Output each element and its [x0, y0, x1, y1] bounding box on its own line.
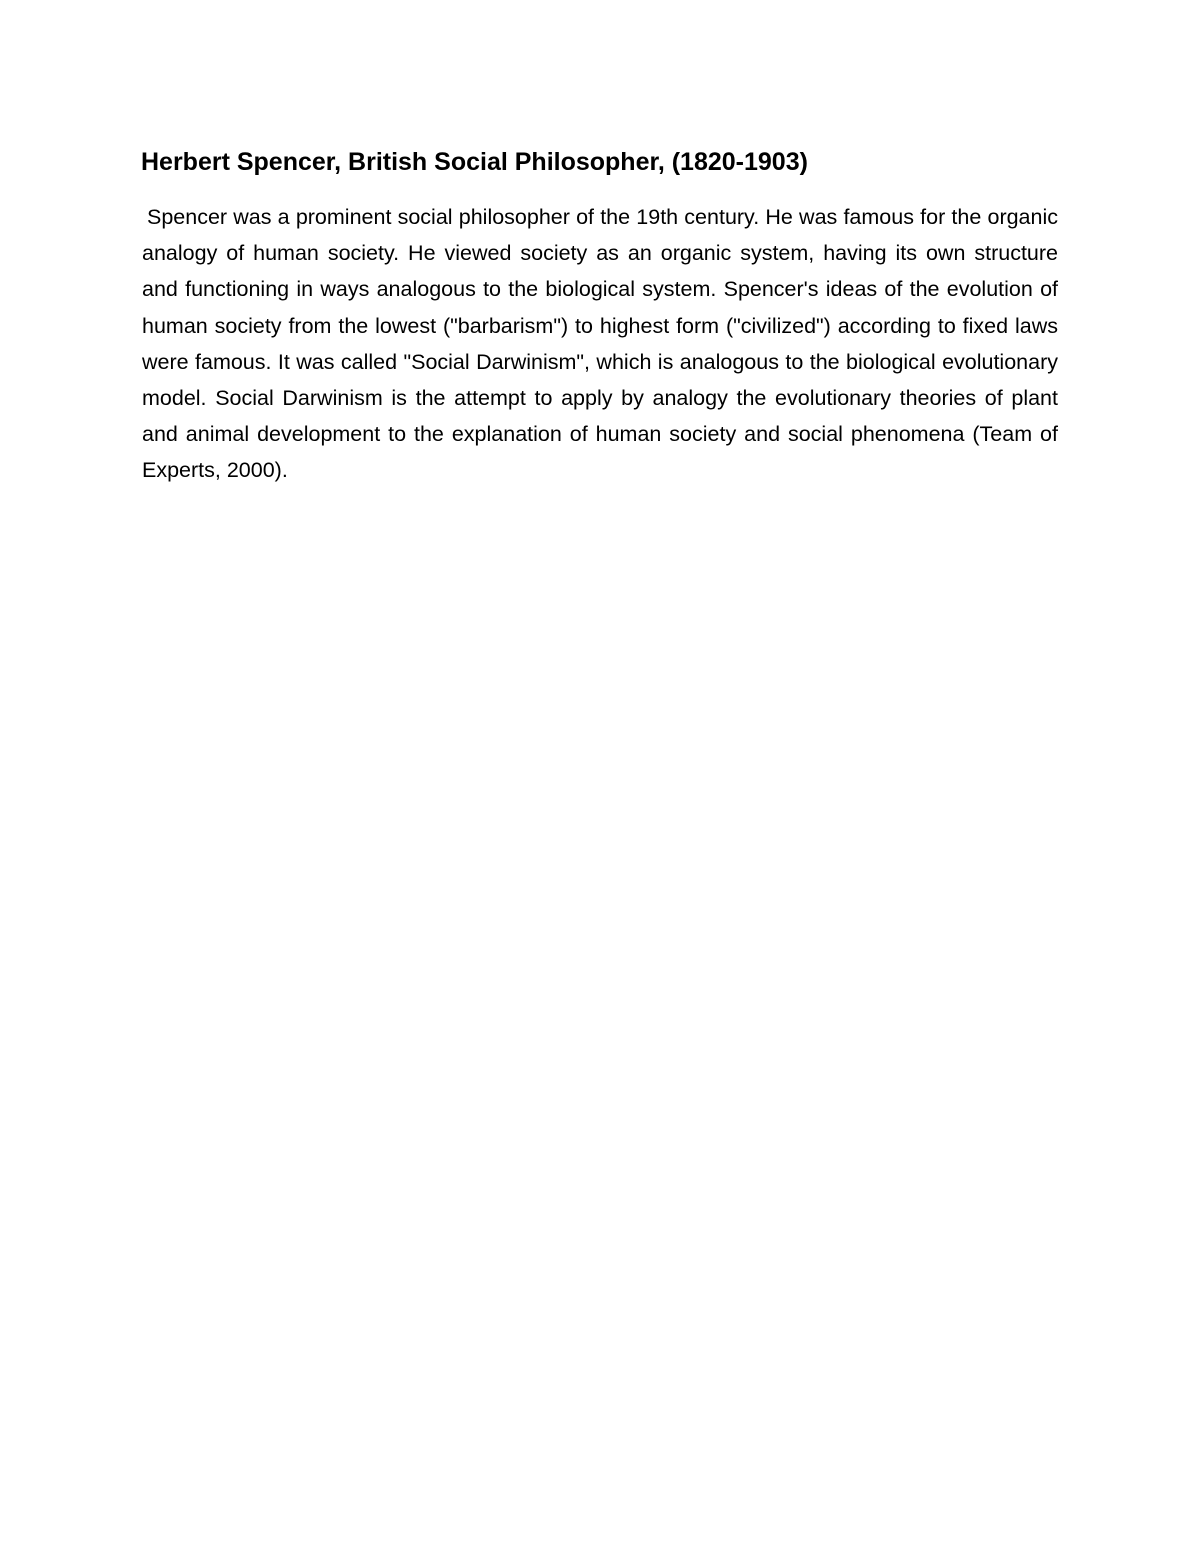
- body-paragraph: Spencer was a prominent social philosopher of the 19th century. He was famous for the organic analogy of human society. He viewed society as an organic system, having its own structure and functioning in ways analogous to the biological system. Spencer's ideas of the evolution of human society from the lowest ("barbarism") to highest form ("civilized") according to fixed laws were famous. It was called "Social Darwinism", which is analogous to the biological evolutionary model. Social Darwinism is the attempt to apply by analogy the evolutionary theories of plant and animal development to the explanation of human society and social phenomena (Team of Experts, 2000).: [142, 205, 1058, 483]
- document-title: Herbert Spencer, British Social Philosopher, (1820-1903): [141, 148, 808, 176]
